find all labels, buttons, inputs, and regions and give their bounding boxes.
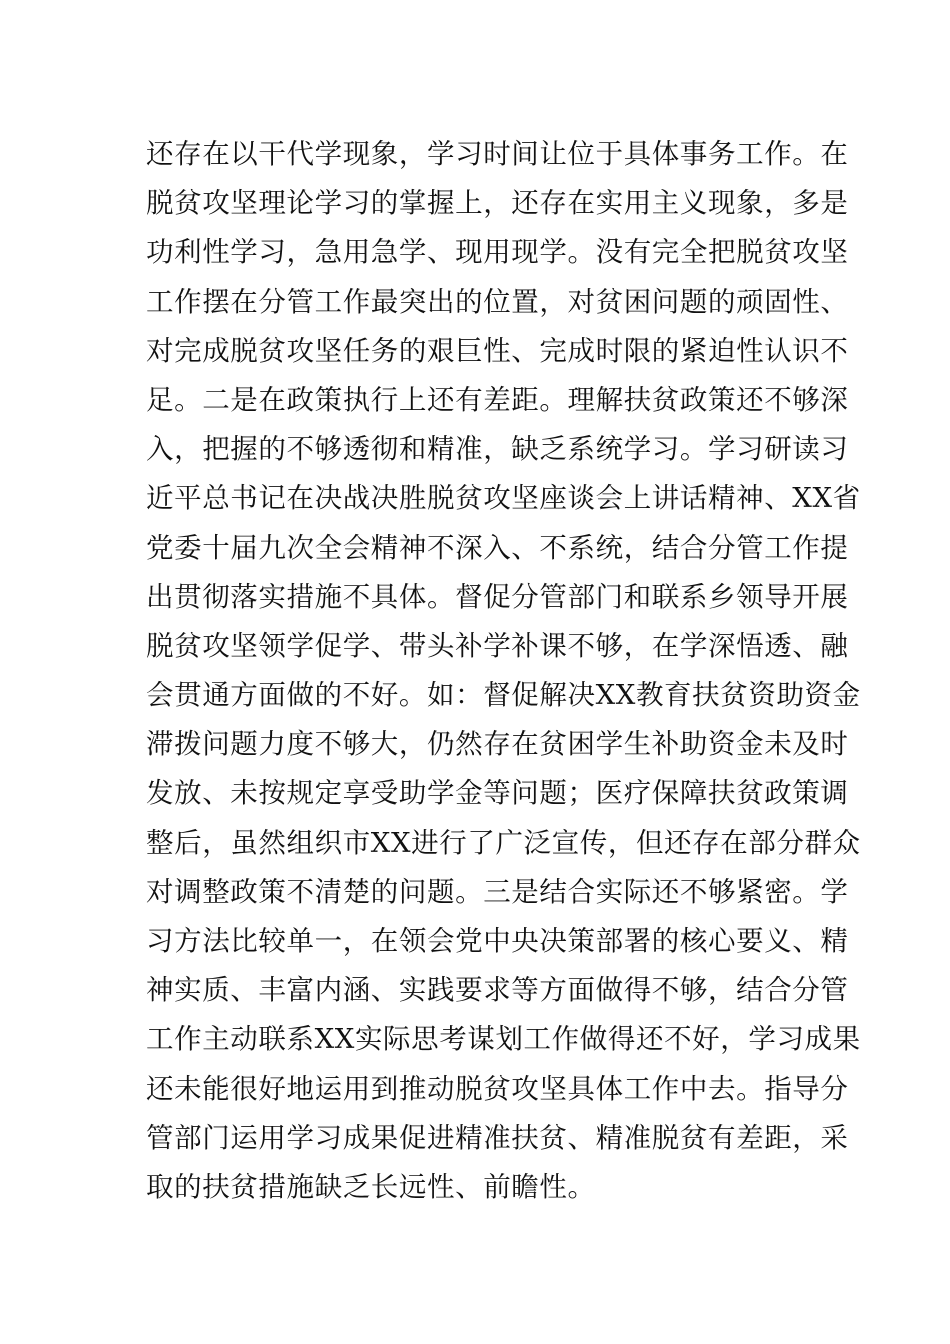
- text-line: 工作主动联系XX实际思考谋划工作做得还不好，学习成果: [146, 1023, 861, 1056]
- text-line: 滞拨问题力度不够大，仍然存在贫困学生补助资金未及时: [146, 728, 849, 761]
- text-line: 还未能很好地运用到推动脱贫攻坚具体工作中去。指导分: [146, 1072, 849, 1105]
- text-line: 发放、未按规定享受助学金等问题；医疗保障扶贫政策调: [146, 777, 849, 810]
- text-line: 还存在以干代学现象，学习时间让位于具体事务工作。在: [146, 138, 849, 170]
- text-line: 近平总书记在决战决胜脱贫攻坚座谈会上讲话精神、XX省: [146, 482, 861, 515]
- text-line: 对调整政策不清楚的问题。三是结合实际还不够紧密。学: [146, 875, 849, 908]
- text-line: 出贯彻落实措施不具体。督促分管部门和联系乡领导开展: [146, 580, 849, 613]
- text-line: 神实质、丰富内涵、实践要求等方面做得不够，结合分管: [146, 974, 849, 1007]
- text-line: 党委十届九次全会精神不深入、不系统，结合分管工作提: [146, 531, 849, 564]
- text-line: 入，把握的不够透彻和精准，缺乏系统学习。学习研读习: [146, 433, 849, 466]
- text-line: 脱贫攻坚理论学习的掌握上，还存在实用主义现象，多是: [146, 187, 849, 220]
- text-line: 习方法比较单一，在领会党中央决策部署的核心要义、精: [146, 925, 849, 957]
- text-line: 脱贫攻坚领学促学、带头补学补课不够，在学深悟透、融: [146, 629, 849, 662]
- text-line: 功利性学习，急用急学、现用现学。没有完全把脱贫攻坚: [146, 236, 849, 269]
- text-line: 取的扶贫措施缺乏长远性、前瞻性。: [146, 1170, 596, 1203]
- text-line: 会贯通方面做的不好。如：督促解决XX教育扶贫资助资金: [146, 679, 861, 712]
- text-line: 足。二是在政策执行上还有差距。理解扶贫政策还不够深: [146, 383, 849, 416]
- text-line: 管部门运用学习成果促进精准扶贫、精准脱贫有差距，采: [146, 1121, 849, 1154]
- body-text: [146, 130, 861, 1212]
- text-line: 整后，虽然组织市XX进行了广泛宣传，但还存在部分群众: [146, 826, 861, 859]
- text-line: 对完成脱贫攻坚任务的艰巨性、完成时限的紧迫性认识不: [146, 334, 849, 367]
- text-line: 工作摆在分管工作最突出的位置，对贫困问题的顽固性、: [146, 285, 849, 318]
